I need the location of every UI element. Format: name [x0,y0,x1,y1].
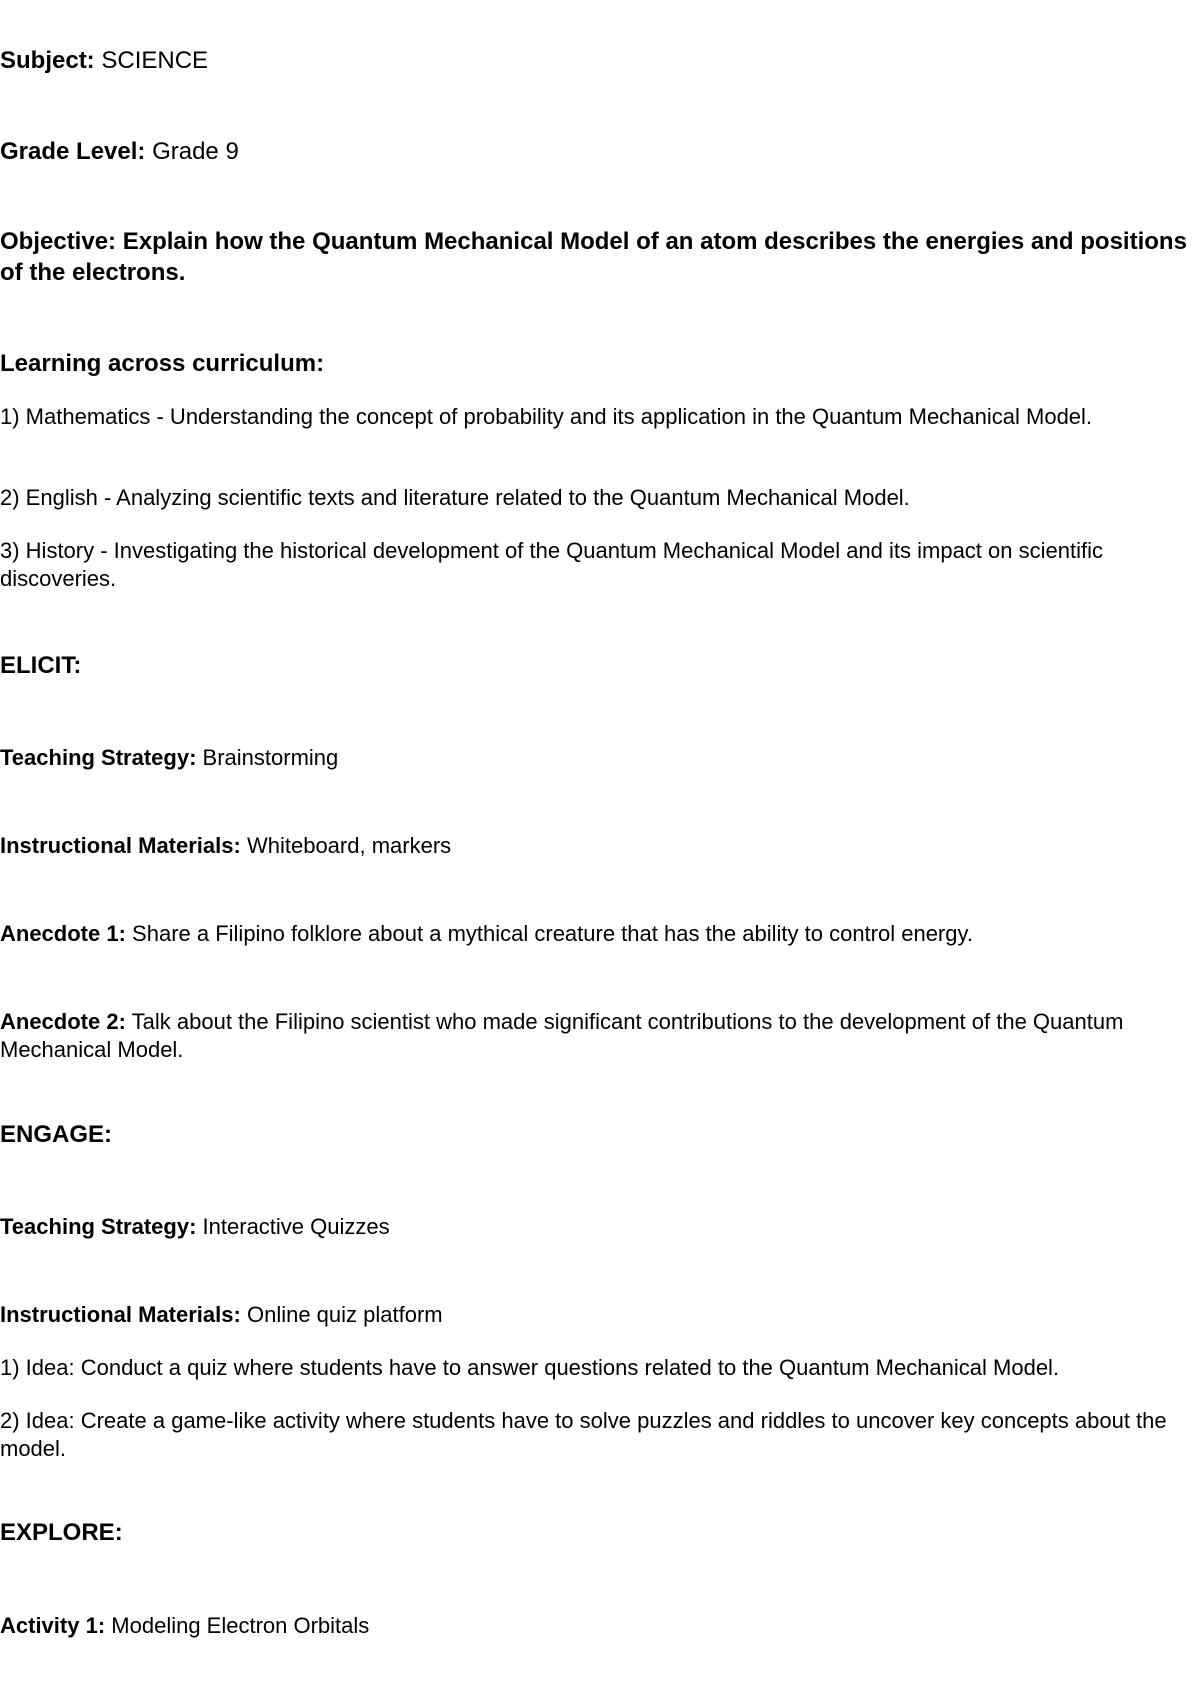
anecdote-1-line [0,920,973,948]
subject-line [0,46,208,76]
engage-instructional-materials-line [0,1301,443,1329]
engage-idea-1: 1) Idea: Conduct a quiz where students have to answer questions related to the Quantum Mechanical Model. [0,1355,1060,1380]
elicit-teaching-strategy-label: Teaching Strategy: [0,745,197,770]
activity-1-line [0,1612,369,1640]
anecdote-2-value: Talk about the Filipino scientist who made significant contributions to the development of the Quantum Mechanical Model. [0,1009,1124,1062]
elicit-instructional-materials-label: Instructional Materials: [0,833,241,858]
objective-value: Explain how the Quantum Mechanical Model of an atom describes the energies and positions of the electrons. [0,228,1187,286]
engage-instructional-materials-label: Instructional Materials: [0,1302,241,1327]
engage-heading: ENGAGE: [0,1121,113,1148]
anecdote-2-label: Anecdote 2: [0,1009,126,1034]
learning-across-curriculum-heading: Learning across curriculum: [0,350,325,377]
elicit-instructional-materials-line [0,832,451,860]
engage-teaching-strategy-value: Interactive Quizzes [202,1214,390,1239]
subject-value: SCIENCE [101,47,209,74]
curriculum-item-english: 2) English - Analyzing scientific texts and literature related to the Quantum Mechanical Model. [0,485,910,510]
elicit-teaching-strategy-value: Brainstorming [202,745,339,770]
grade-level-label: Grade Level: [0,138,146,165]
elicit-heading: ELICIT: [0,652,82,679]
anecdote-1-value: Share a Filipino folklore about a mythical creature that has the ability to control energy. [132,921,973,946]
anecdote-1-label: Anecdote 1: [0,921,126,946]
subject-label: Subject: [0,47,95,74]
anecdote-2-line [0,1008,1185,1064]
curriculum-item-mathematics: 1) Mathematics - Understanding the concept of probability and its application in the Quantum Mechanical Model. [0,404,1093,429]
objective-label: Objective: [0,228,117,255]
elicit-instructional-materials-value: Whiteboard, markers [246,833,452,858]
grade-level-line [0,137,239,167]
objective-line [0,226,1190,288]
engage-teaching-strategy-line [0,1213,390,1241]
curriculum-item-history: 3) History - Investigating the historical development of the Quantum Mechanical Model and its impact on scientific discoveries. [0,538,1103,591]
explore-heading: EXPLORE: [0,1519,123,1546]
activity-1-label: Activity 1: [0,1613,106,1638]
activity-1-value: Modeling Electron Orbitals [111,1613,370,1638]
engage-idea-2: 2) Idea: Create a game-like activity where students have to solve puzzles and riddles to uncover key concepts about the model. [0,1408,1167,1461]
engage-instructional-materials-value: Online quiz platform [246,1302,443,1327]
engage-teaching-strategy-label: Teaching Strategy: [0,1214,197,1239]
elicit-teaching-strategy-line [0,744,338,772]
grade-level-value: Grade 9 [152,138,239,165]
